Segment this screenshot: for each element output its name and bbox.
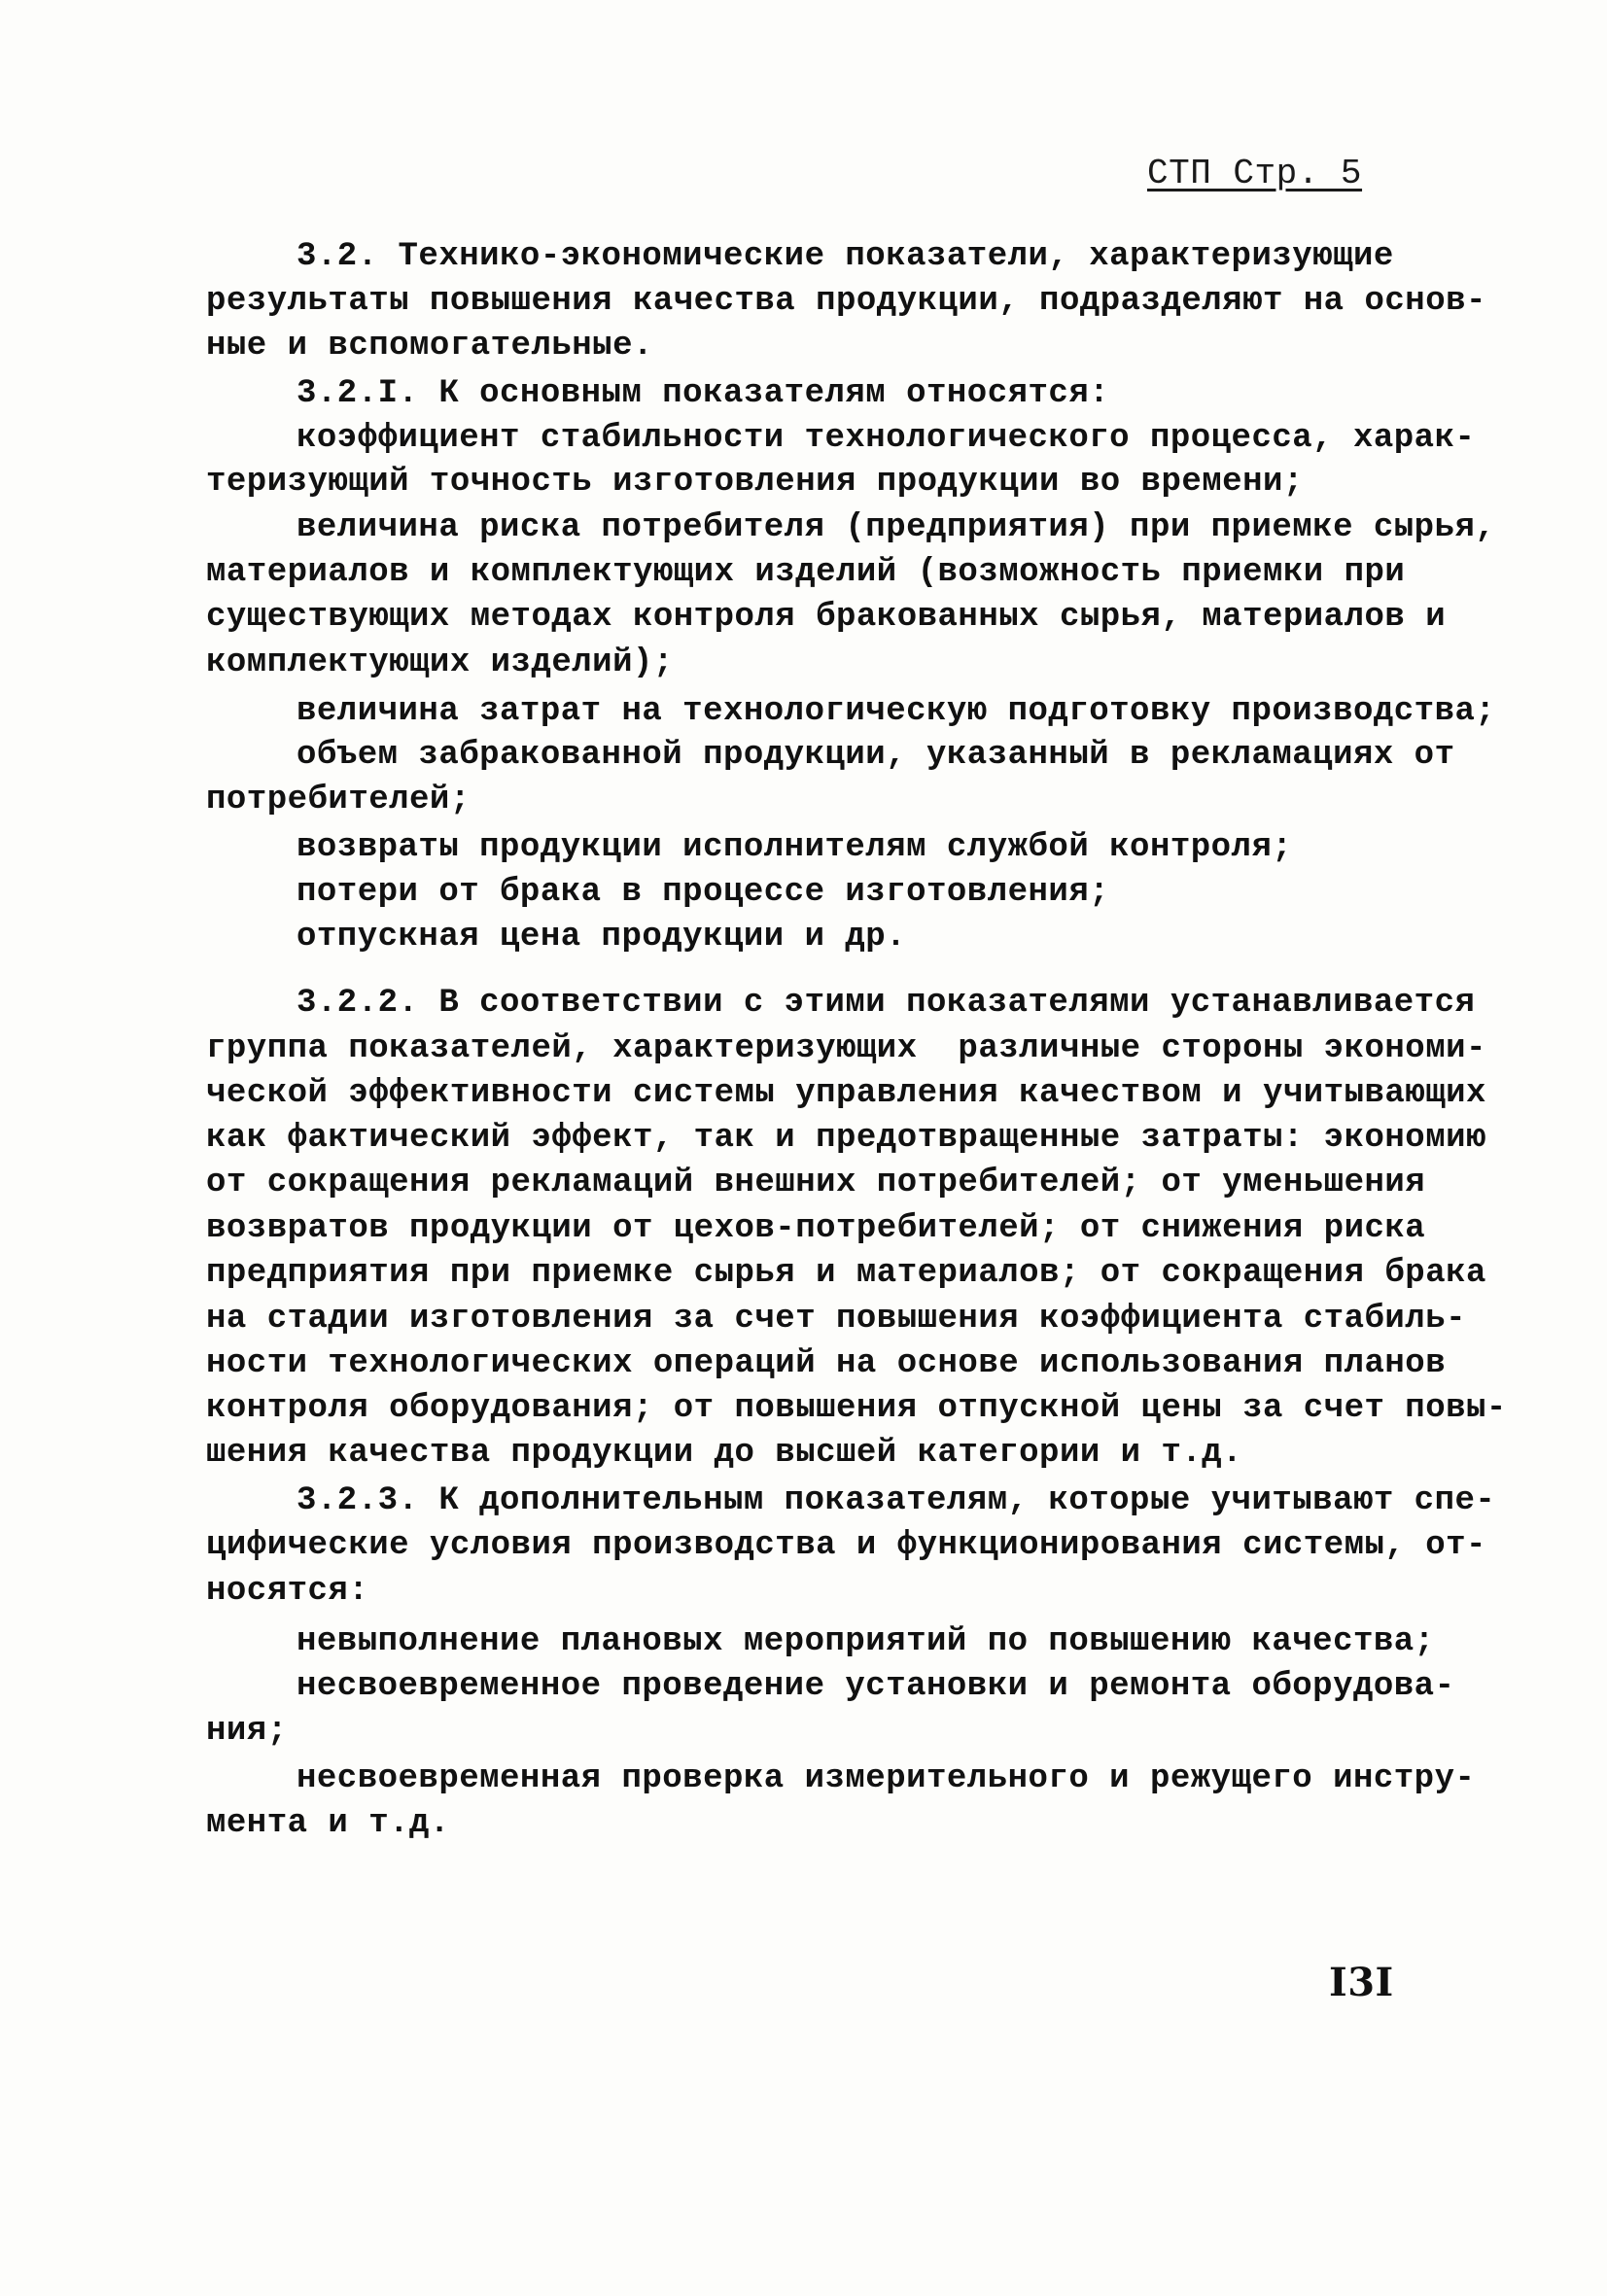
page-header: СТП Стр. 5 [1147,154,1363,193]
text-line: объем забракованной продукции, указанный в рекламациях от [297,737,1455,774]
text-line: величина затрат на технологическую подготовку производства; [297,693,1496,730]
text-line: ния; [206,1713,288,1750]
text-line: возвраты продукции исполнителям службой контроля; [297,829,1293,866]
text-line: ные и вспомогательные. [206,328,653,365]
text-line: 3.2.2. В соответствии с этими показателями устанавливается [297,985,1476,1022]
text-line: комплектующих изделий); [206,644,674,681]
text-line: цифические условия производства и функционирования системы, от- [206,1527,1486,1564]
text-line: существующих методах контроля бракованных сырья, материалов и [206,599,1447,636]
text-line: ности технологических операций на основе использования планов [206,1345,1447,1382]
text-line: возвратов продукции от цехов-потребителей; от снижения риска [206,1210,1426,1247]
text-line: носятся: [206,1573,369,1610]
text-line: как фактический эффект, так и предотвращенные затраты: экономию [206,1120,1486,1157]
text-line: 3.2.3. К дополнительным показателям, которые учитывают спе- [297,1482,1496,1519]
text-line: на стадии изготовления за счет повышения коэффициента стабиль- [206,1301,1467,1338]
text-line: контроля оборудования; от повышения отпускной цены за счет повы- [206,1390,1507,1427]
text-line: величина риска потребителя (предприятия) при приемке сырья, [297,509,1496,546]
text-line: ческой эффективности системы управления качеством и учитывающих [206,1075,1486,1112]
text-line: мента и т.д. [206,1805,450,1842]
text-line: несвоевременная проверка измерительного и режущего инстру- [297,1760,1476,1797]
text-line: 3.2.I. К основным показателям относятся: [297,375,1110,412]
text-line: потери от брака в процессе изготовления; [297,874,1110,911]
text-line: коэффициент стабильности технологического процесса, харак- [297,420,1476,457]
text-line: теризующий точность изготовления продукции во времени; [206,464,1304,501]
text-line: результаты повышения качества продукции, подразделяют на основ- [206,283,1486,320]
text-line: от сокращения рекламаций внешних потребителей; от уменьшения [206,1165,1426,1201]
text-line: потребителей; [206,782,471,818]
text-line: материалов и комплектующих изделий (возможность приемки при [206,554,1406,591]
text-line: группа показателей, характеризующих различные стороны экономи- [206,1030,1486,1067]
page-number: I3I [1329,1960,1394,2005]
text-line: 3.2. Технико-экономические показатели, характеризующие [297,238,1394,275]
text-line: предприятия при приемке сырья и материалов; от сокращения брака [206,1255,1486,1292]
text-line: несвоевременное проведение установки и ремонта оборудова- [297,1668,1455,1705]
text-line: отпускная цена продукции и др. [297,919,907,956]
text-line: невыполнение плановых мероприятий по повышению качества; [297,1623,1435,1660]
text-line: шения качества продукции до высшей категории и т.д. [206,1435,1243,1472]
